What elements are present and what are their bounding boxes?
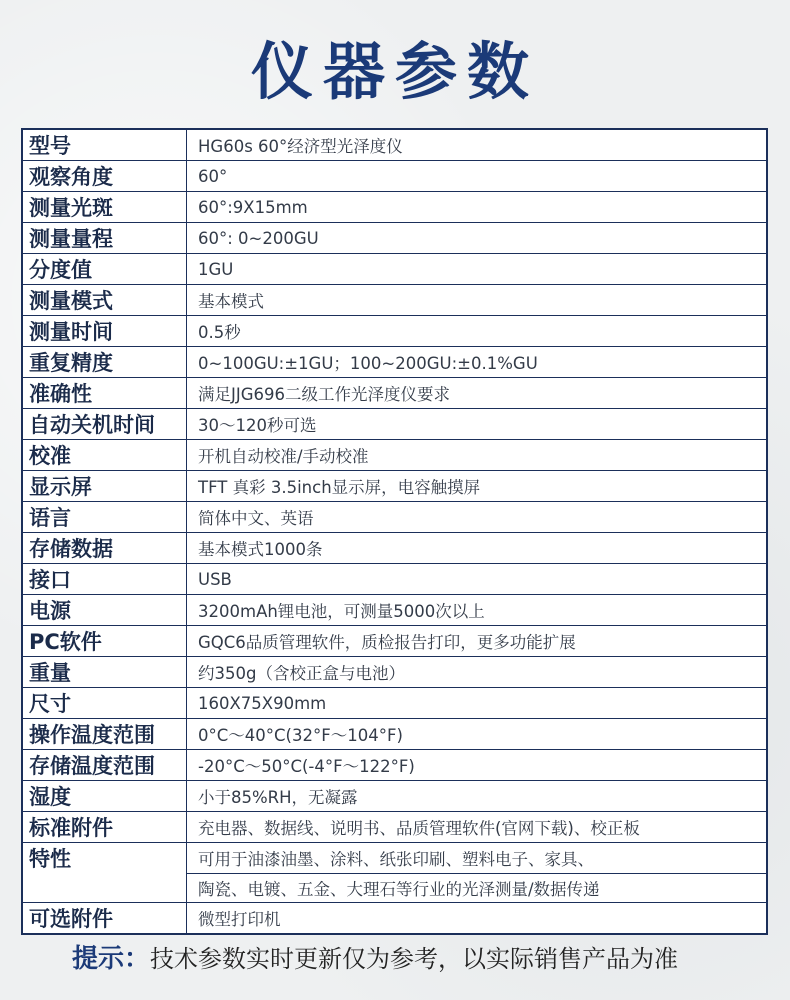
table-row: [22, 781, 767, 812]
spec-label: 接口: [22, 564, 187, 595]
table-row: [22, 378, 767, 409]
spec-label: 操作温度范围: [22, 719, 187, 750]
spec-value: 满足JJG696二级工作光泽度仪要求: [187, 378, 768, 409]
spec-label: 电源: [22, 595, 187, 626]
spec-value: 60°:9X15mm: [187, 192, 768, 223]
spec-label: 分度值: [22, 254, 187, 285]
spec-label: 存储数据: [22, 533, 187, 564]
spec-label: PC软件: [22, 626, 187, 657]
spec-value: TFT 真彩 3.5inch显示屏，电容触摸屏: [187, 471, 768, 502]
spec-value: 0.5秒: [187, 316, 768, 347]
table-row: [22, 688, 767, 719]
table-row: [22, 192, 767, 223]
table-row-features: [22, 843, 767, 874]
table-row: [22, 502, 767, 533]
features-label: 特性: [22, 843, 187, 874]
spec-value: 小于85%RH，无凝露: [187, 781, 768, 812]
spec-label: 测量光斑: [22, 192, 187, 223]
spec-table: [21, 128, 768, 935]
table-row: [22, 440, 767, 471]
spec-value: 60°: [187, 161, 768, 192]
spec-label: 测量模式: [22, 285, 187, 316]
spec-value: 30～120秒可选: [187, 409, 768, 440]
table-row: [22, 161, 767, 192]
spec-label: 标准附件: [22, 812, 187, 843]
table-row: [22, 750, 767, 781]
spec-label: 测量时间: [22, 316, 187, 347]
table-row: [22, 812, 767, 843]
spec-value: 1GU: [187, 254, 768, 285]
spec-value: 基本模式: [187, 285, 768, 316]
table-row: [22, 626, 767, 657]
spec-value: 160X75X90mm: [187, 688, 768, 719]
footer-note: [72, 938, 678, 975]
spec-label: 观察角度: [22, 161, 187, 192]
spec-label: 尺寸: [22, 688, 187, 719]
table-row: [22, 223, 767, 254]
optional-label: 可选附件: [22, 902, 187, 934]
table-row: [22, 347, 767, 378]
table-row: [22, 595, 767, 626]
table-row: [22, 657, 767, 688]
spec-label: 准确性: [22, 378, 187, 409]
spec-value: 充电器、数据线、说明书、品质管理软件(官网下载)、校正板: [187, 812, 768, 843]
spec-value: HG60s 60°经济型光泽度仪: [187, 129, 768, 161]
spec-value: 0~100GU:±1GU；100~200GU:±0.1%GU: [187, 347, 768, 378]
spec-label: 显示屏: [22, 471, 187, 502]
spec-value: 3200mAh锂电池，可测量5000次以上: [187, 595, 768, 626]
spec-value: 约350g（含校正盒与电池）: [187, 657, 768, 688]
table-row: [22, 533, 767, 564]
spec-label: 自动关机时间: [22, 409, 187, 440]
features-label-blank: [22, 873, 187, 902]
table-row: [22, 409, 767, 440]
table-row: [22, 719, 767, 750]
spec-value: GQC6品质管理软件，质检报告打印，更多功能扩展: [187, 626, 768, 657]
table-row: [22, 285, 767, 316]
table-row-optional: [22, 902, 767, 934]
table-row: [22, 564, 767, 595]
spec-label: 重复精度: [22, 347, 187, 378]
spec-value: USB: [187, 564, 768, 595]
spec-label: 湿度: [22, 781, 187, 812]
spec-label: 语言: [22, 502, 187, 533]
spec-label: 存储温度范围: [22, 750, 187, 781]
table-row: [22, 129, 767, 161]
spec-value: 基本模式1000条: [187, 533, 768, 564]
table-row-features-cont: [22, 873, 767, 902]
note-text: 技术参数实时更新仅为参考，以实际销售产品为准: [150, 945, 679, 973]
table-row: [22, 316, 767, 347]
spec-label: 重量: [22, 657, 187, 688]
spec-label: 校准: [22, 440, 187, 471]
page-title: 仪器参数: [250, 35, 539, 108]
spec-value: 0°C～40°C(32°F～104°F): [187, 719, 768, 750]
spec-label: 测量量程: [22, 223, 187, 254]
features-value-line2: 陶瓷、电镀、五金、大理石等行业的光泽测量/数据传递: [187, 873, 768, 902]
spec-label: 型号: [22, 129, 187, 161]
spec-value: -20°C～50°C(-4°F～122°F): [187, 750, 768, 781]
features-value-line1: 可用于油漆油墨、涂料、纸张印刷、塑料电子、家具、: [187, 843, 768, 874]
spec-value: 60°: 0~200GU: [187, 223, 768, 254]
table-row: [22, 471, 767, 502]
spec-value: 开机自动校准/手动校准: [187, 440, 768, 471]
note-label: 提示：: [72, 944, 151, 974]
spec-value: 简体中文、英语: [187, 502, 768, 533]
optional-value: 微型打印机: [187, 902, 768, 934]
table-row: [22, 254, 767, 285]
